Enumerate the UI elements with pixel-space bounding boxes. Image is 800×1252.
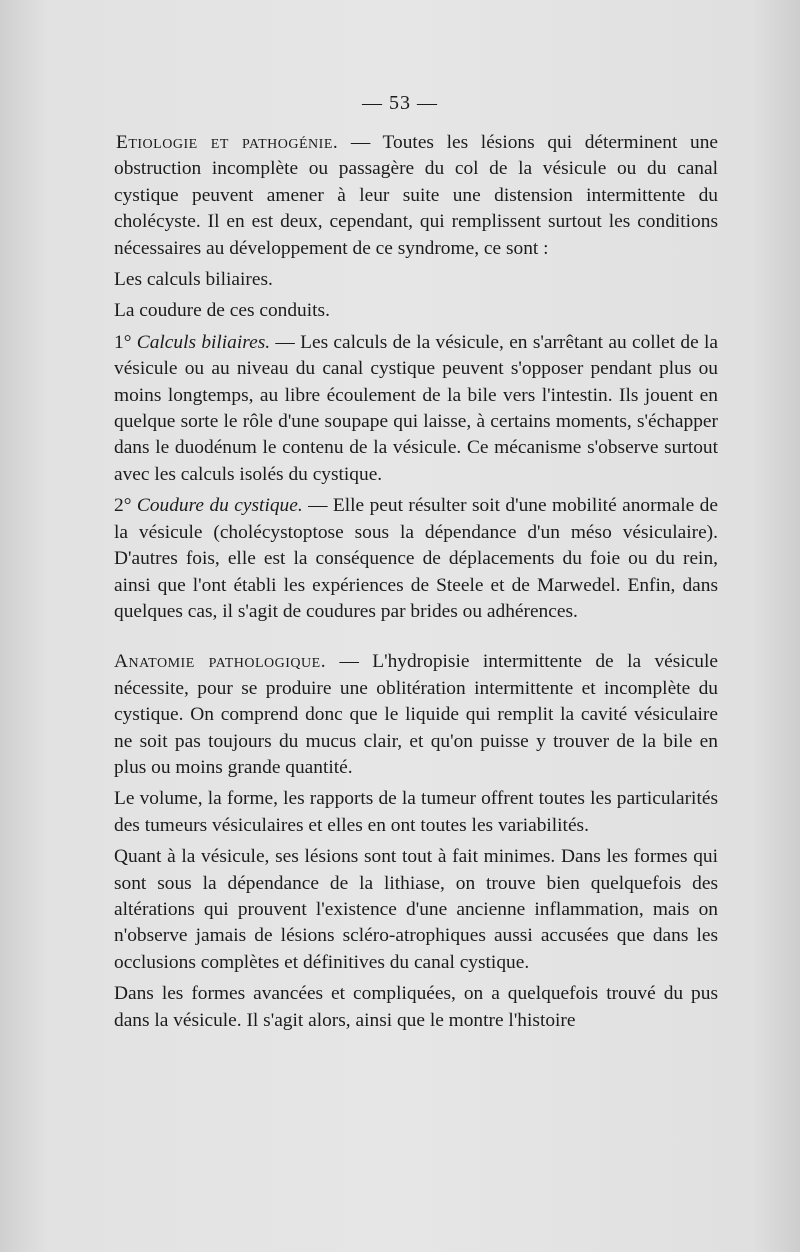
anatomy-intro: — L'hydropisie intermittente de la vésicule nécessite, pour se produire une oblitération intermittente et incomplète du cystique. On comprend donc que le liquide qui remplit la cavité vésiculaire ne soit pas toujours du mucus clair, et qu'on puisse y trouver de la bile en plus ou moins grande quantité. xyxy=(114,651,718,778)
body-text xyxy=(114,130,718,1034)
list-item: Les calculs biliaires. xyxy=(114,269,273,291)
list-item: La coudure de ces conduits. xyxy=(114,300,330,322)
anatomy-paragraph-3: Quant à la vésicule, ses lésions sont tout à fait minimes. Dans les formes qui sont sous la dépendance de la lithiase, on trouve bien quelquefois des altérations qui prouvent l'existence d'une ancienne inflammation, mais on n'observe jamais de lésions scléro-atrophiques aussi accusées que dans les occlusions complètes et définitives du canal cystique. xyxy=(114,846,718,973)
coudure-title: Coudure du cystique. xyxy=(136,495,303,517)
etiology-paragraph xyxy=(114,130,718,262)
page-number: — 53 — xyxy=(362,92,438,114)
etiology-heading: Etiologie et pathogénie. xyxy=(116,132,339,153)
anatomy-heading: Anatomie pathologique. xyxy=(114,651,327,673)
anatomy-paragraph-4: Dans les formes avancées et compliquées, on a quelquefois trouvé du pus dans la vésicule. Il s'agit alors, ainsi que le montre l'histoire xyxy=(114,983,718,1031)
calculs-paragraph xyxy=(114,330,718,488)
anatomy-paragraph xyxy=(114,649,718,781)
calculs-label: 1° xyxy=(114,331,137,353)
etiology-intro: — Toutes les lésions qui déterminent une obstruction incomplète ou passagère du col de la vésicule ou du canal cystique peuvent amener à leur suite une distension intermittente du cholécyste. Il en est deux, cependant, qui remplissent surtout les conditions nécessaires au développement de ce syndrome, ce sont : xyxy=(114,132,718,259)
coudure-paragraph xyxy=(114,493,718,625)
calculs-title: Calculs biliaires. xyxy=(136,331,271,353)
coudure-label: 2° xyxy=(114,495,137,517)
coudure-text: — Elle peut résulter soit d'une mobilité anormale de la vésicule (cholécystoptose sous la dépendance d'un méso vésiculaire). D'autres fois, elle est la conséquence de déplacements du foie ou du rein, ainsi que l'ont établi les expériences de Steele et de Marwedel. Enfin, dans quelques cas, il s'agit de coudures par brides ou adhérences. xyxy=(114,495,718,622)
calculs-text: — Les calculs de la vésicule, en s'arrêtant au collet de la vésicule ou au niveau du canal cystique peuvent s'opposer pendant plus ou moins longtemps, au libre écoulement de la bile vers l'intestin. Ils jouent en quelque sorte le rôle d'une soupape qui laisse, à certains moments, s'échapper dans le duodénum le contenu de la vésicule. Ce mécanisme s'observe surtout avec les calculs isolés du cystique. xyxy=(114,331,718,485)
anatomy-paragraph-2: Le volume, la forme, les rapports de la tumeur offrent toutes les particularités des tumeurs vésiculaires et elles en ont toutes les variabilités. xyxy=(114,788,718,836)
